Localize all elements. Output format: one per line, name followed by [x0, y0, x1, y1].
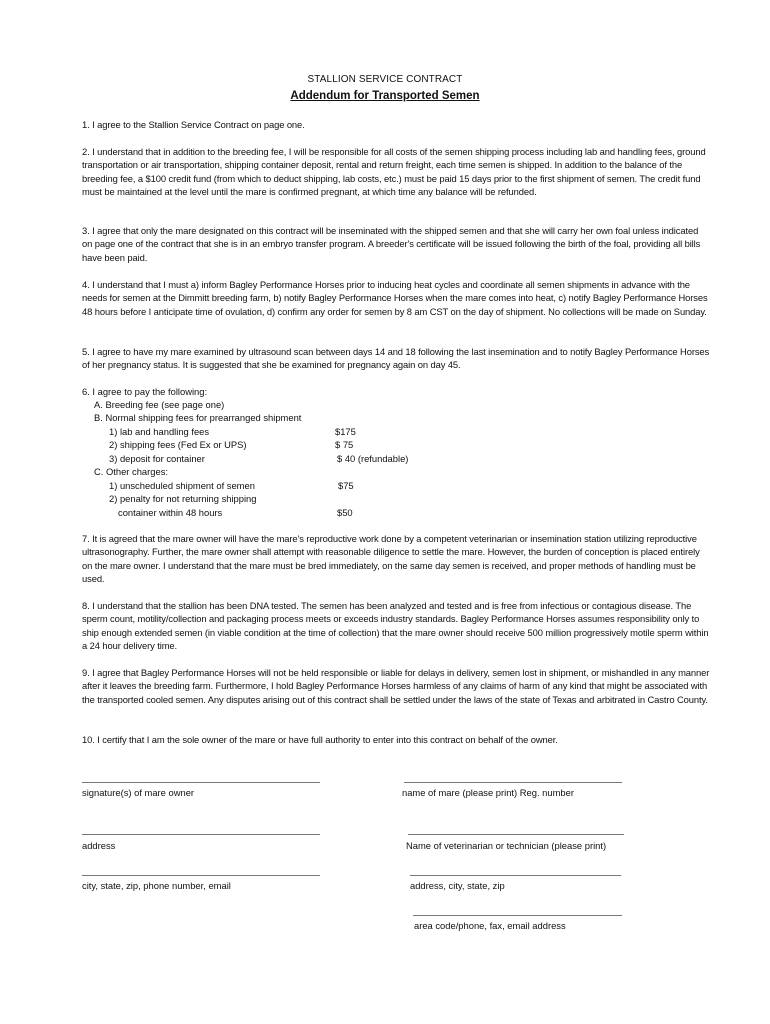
vet-name-label: Name of veterinarian or technician (please print) — [406, 840, 607, 851]
fee-b1: 1) lab and handling fees — [109, 426, 210, 437]
fee-c: C. Other charges: — [94, 466, 168, 477]
fee-b: B. Normal shipping fees for prearranged shipment — [94, 412, 302, 423]
clause-10: 10. I certify that I am the sole owner of the mare or have full authority to enter into this contract on behalf of the owner. — [82, 734, 558, 745]
vet-address-line[interactable] — [410, 875, 621, 876]
fee-intro: 6. I agree to pay the following: — [82, 386, 208, 397]
fee-c2-cont: container within 48 hours — [118, 507, 223, 518]
fee-c2-amount: $50 — [337, 507, 353, 518]
owner-address-label: address — [82, 840, 116, 851]
fee-a: A. Breeding fee (see page one) — [94, 399, 225, 410]
fee-b3: 3) deposit for container — [109, 453, 205, 464]
owner-address-line[interactable] — [82, 834, 320, 835]
fee-b1-amount: $175 — [335, 426, 356, 437]
document-title: STALLION SERVICE CONTRACT — [307, 74, 463, 85]
vet-name-line[interactable] — [408, 834, 624, 835]
fee-c2: 2) penalty for not returning shipping — [109, 493, 257, 504]
clause-8: 8. I understand that the stallion has been DNA tested. The semen has been analyzed and tested and is free from infectious or contagious disease. The sperm count, motility/collection and packaging process meets or exceeds industry standards. Bagley Performance Horses assumes responsibility only to ship enough extended semen (in viable condition at the time of collection) that the mare owner should receive 500 million progressively motile sperm within a 24 hour delivery time. — [82, 600, 709, 651]
vet-phone-label: area code/phone, fax, email address — [414, 920, 566, 931]
mare-name-label: name of mare (please print) Reg. number — [402, 787, 574, 798]
fee-b3-amount: $ 40 (refundable) — [337, 453, 409, 464]
fee-c1-amount: $75 — [338, 480, 354, 491]
clause-3: 3. I agree that only the mare designated on this contract will be inseminated with the shipped semen and that she will carry her own foal unless indicated on page one of the contract that she is in an embryo transfer program. A breeder's certificate will be issued following the birth of the foal, providing all bills have been paid. — [82, 225, 701, 263]
document-subtitle: Addendum for Transported Semen — [290, 90, 480, 102]
vet-address-label: address, city, state, zip — [410, 880, 505, 891]
owner-city-label: city, state, zip, phone number, email — [82, 880, 231, 891]
owner-signature-label: signature(s) of mare owner — [82, 787, 195, 798]
clause-5: 5. I agree to have my mare examined by ultrasound scan between days 14 and 18 following the last insemination and to notify Bagley Performance Horses of her pregnancy status. It is suggested that she be examined for pregnancy again on day 45. — [82, 346, 710, 371]
clause-1: 1. I agree to the Stallion Service Contract on page one. — [82, 119, 305, 130]
fee-b2-amount: $ 75 — [335, 439, 354, 450]
owner-city-line[interactable] — [82, 875, 320, 876]
clause-2: 2. I understand that in addition to the breeding fee, I will be responsible for all costs of the semen shipping process including lab and handling fees, ground transportation or air transportation, shipping container deposit, rental and return freight, each time semen is shipped. In addition to the balance of the breeding fee, a $100 credit fund (from which to deduct shipping, lab costs, etc.) must be paid 15 days prior to the first shipment of semen. The credit fund must be maintained at the level until the mare is confirmed pregnant, at which time any balance will be refunded. — [82, 146, 706, 197]
clause-9: 9. I agree that Bagley Performance Horses will not be held responsible or liable for delays in delivery, semen lost in shipment, or mishandled in any manner after it leaves the breeding farm. Furthermore, I hold Bagley Performance Horses harmless of any claims of harm of any kind that might be associated with the transported cooled semen. Any disputes arising out of this contract shall be settled under the laws of the state of Texas and arbitrated in Castro County. — [82, 667, 710, 705]
fee-c1: 1) unscheduled shipment of semen — [109, 480, 255, 491]
fee-b2: 2) shipping fees (Fed Ex or UPS) — [109, 439, 247, 450]
owner-signature-line[interactable] — [82, 782, 320, 783]
clause-7: 7. It is agreed that the mare owner will have the mare's reproductive work done by a competent veterinarian or insemination station utilizing reproductive ultrasonography. Further, the mare owner shall attempt with reasonable diligence to settle the mare. However, the burden of conception is placed entirely on the mare owner. I understand that the mare must be bred immediately, on the same day semen is received, and proper methods of handling must be used. — [82, 533, 700, 584]
mare-name-line[interactable] — [404, 782, 622, 783]
clause-4: 4. I understand that I must a) inform Bagley Performance Horses prior to inducing heat cycles and coordinate all semen shipments in advance with the needs for semen at the Dimmitt breeding farm, b) notify Bagley Performance Horses when the mare comes into heat, c) notify Bagley Performance Horses 48 hours before I anticipate time of ovulation, d) confirm any order for semen by 8 am CST on the day of shipment. No collections will be made on Sunday. — [82, 279, 708, 317]
vet-phone-line[interactable] — [413, 915, 622, 916]
